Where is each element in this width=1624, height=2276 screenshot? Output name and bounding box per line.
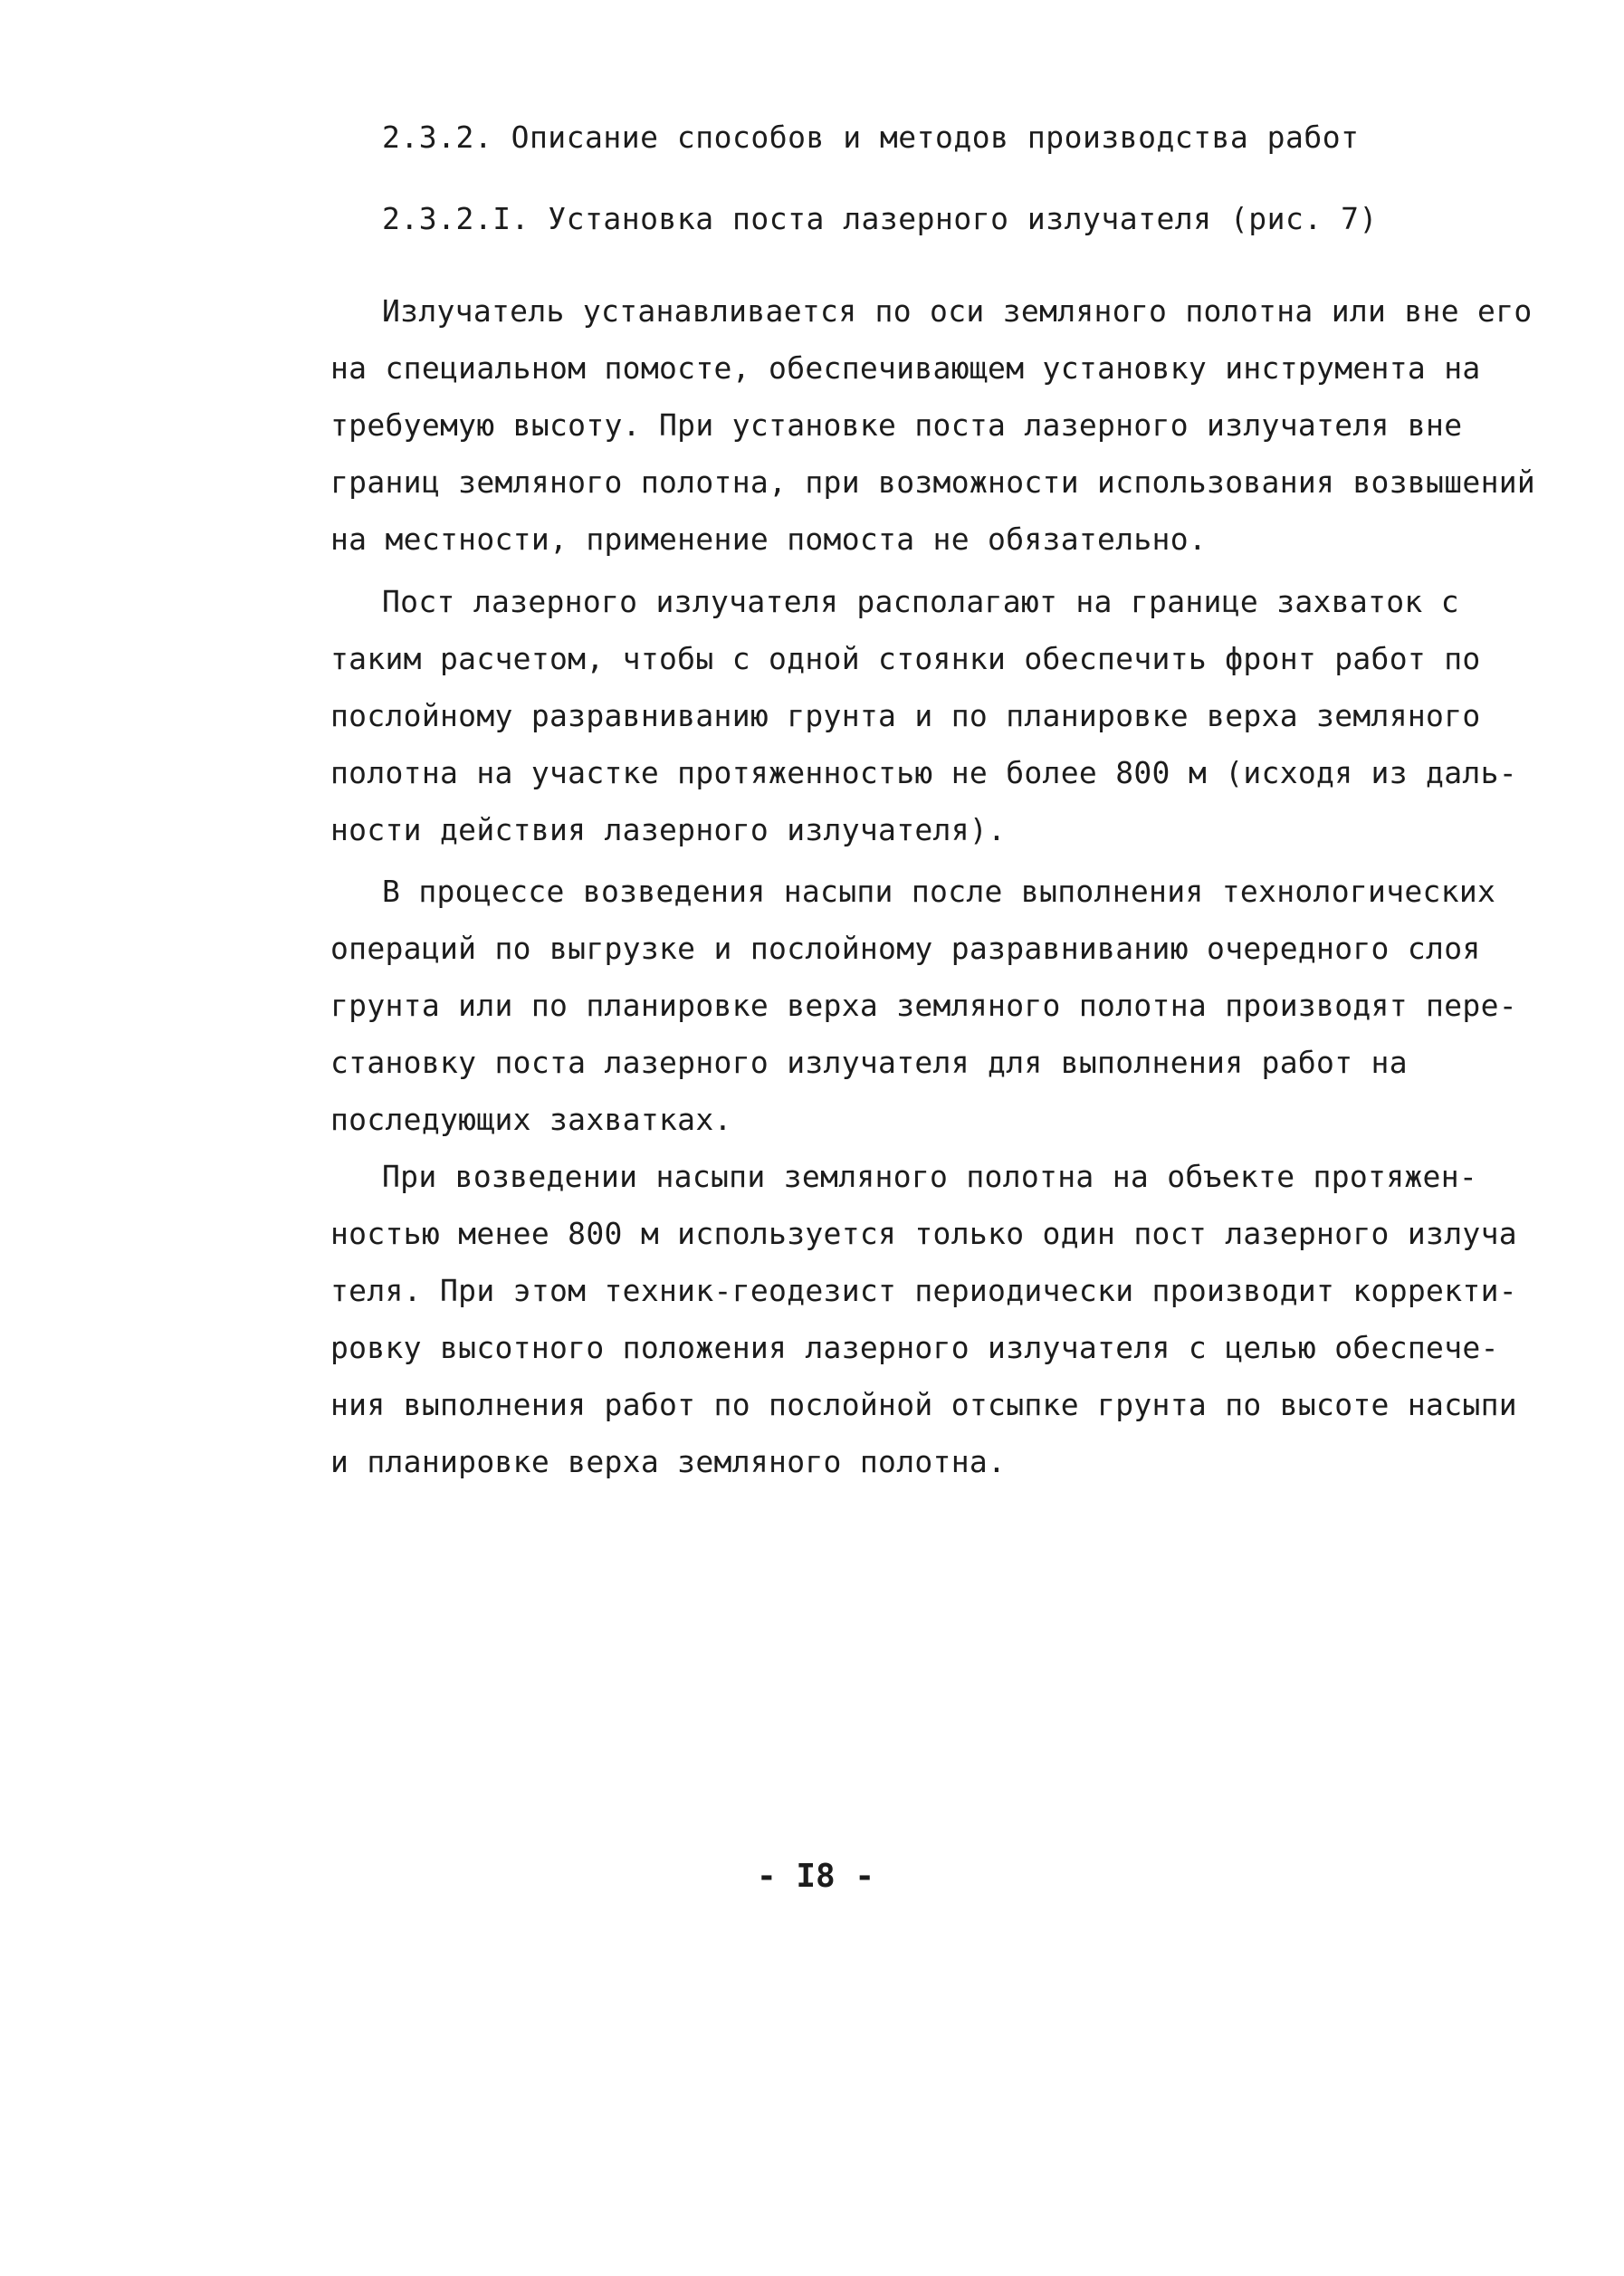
- text-line: Пост лазерного излучателя располагают на границе захваток с: [382, 584, 1459, 619]
- text-line: требуемую высоту. При установке поста лазерного излучателя вне: [330, 407, 1463, 443]
- paragraph-short-object: [330, 1148, 1525, 1490]
- text-line: ровку высотного положения лазерного излучателя с целью обеспече-: [330, 1330, 1499, 1365]
- text-line: При возведении насыпи земляного полотна на объекте протяжен-: [382, 1159, 1478, 1194]
- text-line: ности действия лазерного излучателя).: [330, 812, 1007, 847]
- text-line: операций по выгрузке и послойному разравниванию очередного слоя: [330, 931, 1481, 966]
- section-heading: 2.3.2. Описание способов и методов производства работ: [382, 120, 1360, 155]
- text-line: В процессе возведения насыпи после выполнения технологических: [382, 874, 1496, 909]
- text-line: ностью менее 800 м используется только один пост лазерного излуча: [330, 1216, 1517, 1251]
- text-line: теля. При этом техник-геодезист периодически производит корректи-: [330, 1273, 1517, 1308]
- text-line: таким расчетом, чтобы с одной стоянки обеспечить фронт работ по: [330, 641, 1481, 676]
- paragraph-post-relocation: [330, 863, 1525, 1148]
- text-line: становку поста лазерного излучателя для выполнения работ на: [330, 1045, 1408, 1080]
- paragraph-emitter-placement: [330, 282, 1536, 568]
- text-line: на специальном помосте, обеспечивающем установку инструмента на: [330, 350, 1481, 386]
- text-line: и планировке верха земляного полотна.: [330, 1444, 1007, 1479]
- text-line: послойному разравниванию грунта и по планировке верха земляного: [330, 698, 1481, 733]
- text-line: последующих захватках.: [330, 1102, 732, 1137]
- subsection-heading: 2.3.2.I. Установка поста лазерного излучателя (рис. 7): [382, 201, 1378, 236]
- page-number: - I8 -: [756, 1858, 875, 1895]
- paragraph-post-location: [330, 573, 1525, 858]
- text-line: Излучатель устанавливается по оси земляного полотна или вне его: [382, 293, 1533, 329]
- text-line: грунта или по планировке верха земляного полотна производят пере-: [330, 988, 1517, 1023]
- text-line: ния выполнения работ по послойной отсыпке грунта по высоте насыпи: [330, 1387, 1517, 1422]
- text-line: границ земляного полотна, при возможности использования возвышений: [330, 464, 1536, 500]
- text-line: полотна на участке протяженностью не более 800 м (исходя из даль-: [330, 755, 1517, 790]
- text-line: на местности, применение помоста не обязательно.: [330, 521, 1208, 557]
